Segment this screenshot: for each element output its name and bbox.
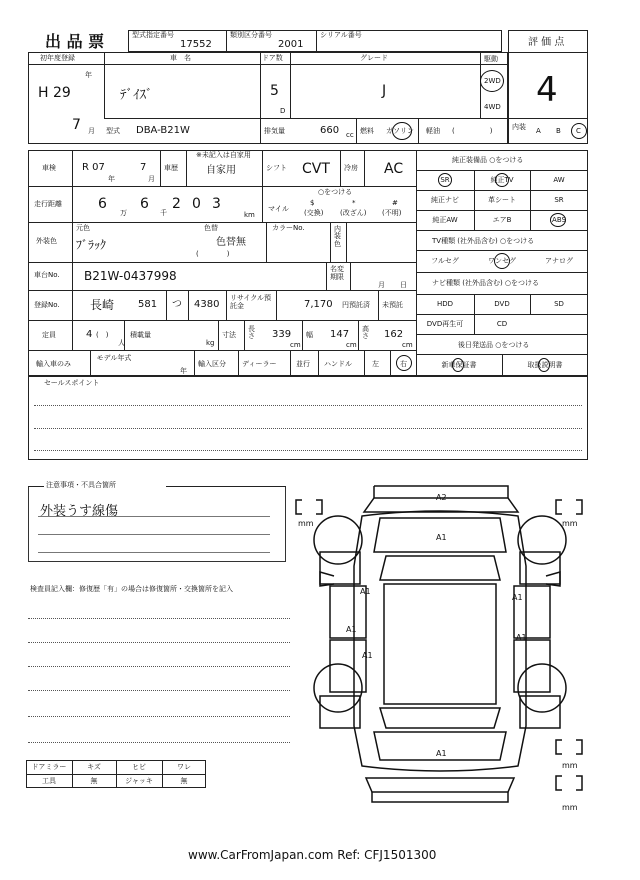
equip-sr2: SR	[554, 195, 564, 204]
width: 147	[330, 329, 350, 340]
class-no: 2001	[278, 39, 304, 50]
first-reg-era: H 29	[38, 85, 71, 101]
type-no: 17552	[180, 39, 212, 50]
oil-label: 軽油	[426, 127, 440, 135]
type-no-label: 型式指定番号	[132, 31, 174, 39]
height: 162	[384, 329, 404, 340]
ac-label: 冷房	[344, 164, 358, 172]
capacity-label: 定員	[42, 331, 56, 339]
man-unit: 万	[120, 209, 127, 217]
equip-title: 純正装備品 ○をつける	[452, 156, 524, 164]
navi-cd: CD	[496, 319, 508, 328]
footer-ref: www.CarFromJapan.com Ref: CFJ1501300	[188, 848, 437, 862]
tools-h3: ヒビ	[132, 762, 146, 771]
warranty-circle	[452, 358, 464, 372]
handle-right: 右	[400, 360, 407, 368]
unknown-mark: #	[392, 199, 398, 207]
exchange-mark: $	[310, 199, 315, 207]
inspector-note: 検査員記入欄：修復歴「有」の場合は修復箇所・交換箇所を記入	[30, 585, 233, 593]
wid-cm: cm	[346, 341, 357, 349]
car-name: ﾃﾞｲｽﾞ	[120, 88, 153, 103]
import-year-unit: 年	[180, 367, 187, 375]
tv-analog: アナログ	[545, 256, 573, 265]
len-cm: cm	[290, 341, 301, 349]
sales-point-box	[28, 376, 588, 460]
color-no-label: カラーNo.	[272, 224, 305, 232]
equip-airbag: エアB	[492, 215, 512, 224]
door-label: ドア数	[262, 54, 283, 62]
car-name-label: 車 名	[170, 54, 191, 62]
color-change: 色替無	[216, 237, 246, 248]
navi-dvd: DVD	[494, 299, 510, 308]
handle-left: 左	[372, 360, 379, 368]
history: 自家用	[206, 165, 236, 176]
handle-circle	[396, 355, 412, 371]
serial-label: シリアル番号	[320, 31, 362, 39]
equip-sr: SR	[440, 175, 450, 184]
equip-tv-circle	[495, 173, 509, 187]
mileage-d5: 3	[212, 196, 221, 212]
ac: AC	[384, 161, 404, 177]
shaken: R 07	[82, 162, 105, 173]
tools-r1: 工具	[42, 776, 56, 785]
interior-color-label: 内装色	[334, 225, 341, 248]
month-unit: 月	[88, 127, 95, 135]
sales-label: セールスポイント	[44, 379, 100, 387]
score-value: 4	[536, 70, 558, 110]
damage-left-door: A1	[346, 625, 357, 634]
door-d: D	[280, 107, 286, 115]
length: 339	[272, 329, 292, 340]
grade-label: グレード	[360, 54, 388, 62]
equip-aw: AW	[553, 175, 565, 184]
navi-title: ナビ種類 (社外品含む) ○をつける	[432, 279, 540, 287]
hei-cm: cm	[402, 341, 413, 349]
mile-label: マイル	[268, 205, 289, 213]
name-change-label: 名変期限	[330, 265, 344, 281]
drive-2wd: 2WD	[484, 77, 501, 85]
load-label: 積載量	[130, 331, 151, 339]
import-label: 輸入車のみ	[36, 360, 71, 368]
class-no-label: 類別区分番号	[230, 31, 272, 39]
dealer: ディーラー	[242, 360, 277, 368]
equip-abs-circle	[550, 213, 566, 227]
tools-r4: 無	[180, 776, 188, 785]
drive-label: 駆動	[484, 55, 498, 63]
interior-label: 内装	[512, 123, 526, 131]
tv-circle	[494, 253, 510, 269]
mileage-d2: 6	[140, 196, 149, 212]
damage-right-door: A1	[516, 633, 527, 642]
recycle-label: リサイクル預託金	[230, 294, 272, 311]
damage-left-rear: A1	[362, 651, 373, 660]
mileage-label: 走行距離	[34, 200, 62, 208]
fuel-circle	[392, 122, 412, 140]
navi-sd: SD	[554, 299, 564, 308]
notes-text: 外装うす線傷	[40, 504, 119, 519]
reg-class: 581	[138, 299, 158, 310]
dims-label: 寸法	[222, 331, 236, 339]
modified-label: (改ざん)	[340, 209, 367, 217]
wid-label: 幅	[306, 331, 313, 339]
mm-4: mm	[562, 803, 578, 812]
damage-front-bumper: A2	[436, 493, 447, 502]
reg-label: 登録No.	[34, 301, 60, 309]
capacity: 4	[86, 329, 93, 340]
navi-dvd-play: DVD再生可	[426, 319, 464, 328]
mileage-d4: 0	[192, 196, 201, 212]
tv-title: TV種類 (社外品含む) ○をつける	[432, 237, 535, 245]
shaken-year-unit: 年	[108, 175, 115, 183]
tools-h2: キズ	[87, 762, 101, 771]
reg-place: 長崎	[90, 298, 115, 312]
color-paren: ( )	[196, 250, 230, 258]
damage-right-front: A1	[512, 593, 523, 602]
model: DBA-B21W	[136, 125, 190, 136]
shaken-label: 車検	[42, 164, 56, 172]
mm-2: mm	[562, 519, 578, 528]
exchange-label: (交換)	[304, 209, 324, 217]
drive-circle	[480, 70, 504, 92]
history-label: 車歴	[164, 164, 178, 172]
displacement: 660	[320, 125, 340, 136]
tools-r3: ジャッキ	[125, 776, 153, 785]
fuel-label: 燃料	[360, 127, 374, 135]
displacement-label: 排気量	[264, 127, 285, 135]
damage-hood: A1	[436, 533, 447, 542]
shift: CVT	[302, 161, 330, 177]
oil-paren: ( )	[452, 127, 493, 135]
interior-grade-b: B	[556, 127, 561, 135]
tv-fullseg: フルセグ	[431, 256, 459, 265]
interior-circle	[571, 123, 587, 139]
reg-kana: つ	[172, 299, 182, 310]
km-unit: km	[244, 211, 255, 219]
capacity-unit: 人	[118, 339, 125, 347]
mm-3: mm	[562, 761, 578, 770]
tools-h4: ワレ	[177, 762, 191, 771]
name-change-month: 月	[378, 281, 385, 289]
tools-r2: 無	[90, 776, 98, 785]
shaken-month: 7	[140, 162, 147, 173]
notes-box	[28, 486, 286, 562]
extra-manual: 取扱説明書	[527, 360, 563, 369]
fuel: ガソリン	[386, 127, 414, 135]
color-change-label: 色替	[204, 224, 218, 232]
circle-note: ○をつける	[318, 188, 353, 196]
equip-abs: ABS	[552, 215, 566, 224]
damage-rear-bumper: A1	[436, 749, 447, 758]
document-title: 出 品 票	[45, 32, 105, 51]
damage-left-front: A1	[360, 587, 371, 596]
unknown-label: (不明)	[382, 209, 402, 217]
equip-alloy: 純正AW	[432, 215, 458, 224]
extra-warranty: 新車保証書	[441, 360, 477, 369]
drive-4wd: 4WD	[484, 103, 501, 111]
reg-num: 4380	[194, 299, 220, 310]
len-label: 長さ	[248, 325, 255, 341]
recycle: 7,170	[304, 299, 333, 310]
tv-oneseg: ワンセグ	[488, 256, 516, 265]
capacity-paren: ( )	[96, 331, 109, 339]
vin: B21W-0437998	[84, 269, 177, 283]
cc-unit: cc	[346, 131, 354, 139]
vin-label: 車台No.	[34, 271, 60, 279]
equip-tv: 純正TV	[490, 175, 514, 184]
year-unit: 年	[85, 71, 92, 79]
interior-grade-a: A	[536, 127, 541, 135]
manual-circle	[538, 358, 550, 372]
import-type-label: 輸入区分	[198, 360, 226, 368]
handle-label: ハンドル	[324, 360, 352, 368]
interior-grade-c: C	[576, 127, 581, 135]
name-change-day: 日	[400, 281, 407, 289]
parallel: 並行	[296, 360, 310, 368]
model-label: 型式	[106, 127, 120, 135]
first-reg-label: 初年度登録	[40, 54, 75, 62]
navi-hdd: HDD	[436, 299, 454, 308]
equip-leather: 革シート	[488, 195, 516, 204]
grade: J	[382, 83, 387, 99]
first-reg-month: 7	[72, 117, 81, 133]
equip-sr-circle	[438, 173, 452, 187]
mileage-d3: 2	[172, 196, 181, 212]
recycle-unit: 円預託済	[342, 301, 370, 309]
sen-unit: 千	[160, 209, 167, 217]
orig-color: ﾌﾞﾗｯｸ	[76, 238, 107, 252]
color-label: 外装色	[36, 237, 57, 245]
modified-mark: *	[352, 199, 356, 207]
history-note: ※未記入は自家用	[196, 151, 251, 159]
hei-label: 高さ	[362, 325, 369, 341]
extra-title: 後日発送品 ○をつける	[458, 341, 530, 349]
mileage-d1: 6	[98, 196, 107, 212]
notes-title: 注意事項・不具合箇所	[46, 481, 116, 489]
equip-navi: 純正ナビ	[431, 195, 459, 204]
shaken-month-unit: 月	[148, 175, 155, 183]
score-label: 評 価 点	[528, 37, 565, 48]
model-year-label: モデル年式	[96, 354, 132, 362]
tools-h1: ドアミラー	[31, 762, 67, 771]
doors: 5	[270, 83, 279, 99]
shift-label: シフト	[266, 164, 287, 172]
car-damage-diagram	[290, 476, 590, 826]
mm-1: mm	[298, 519, 314, 528]
orig-color-label: 元色	[76, 224, 90, 232]
recycle-none: 未預託	[382, 301, 403, 309]
kg-unit: kg	[206, 339, 215, 347]
